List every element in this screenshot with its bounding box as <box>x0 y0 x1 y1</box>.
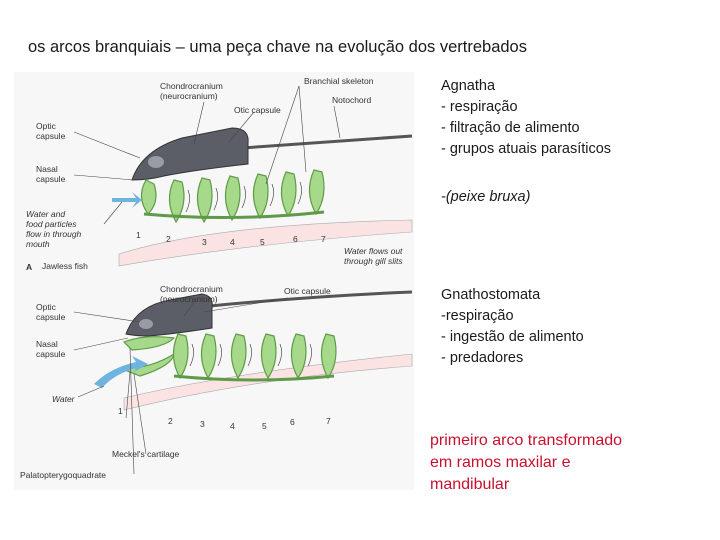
svg-text:mouth: mouth <box>26 239 50 249</box>
label-water-b: Water <box>52 394 75 404</box>
svg-text:7: 7 <box>321 234 326 244</box>
svg-text:5: 5 <box>260 237 265 247</box>
agnatha-heading: Agnatha <box>441 78 496 94</box>
label-chondrocranium-b-2: (neurocranium) <box>160 294 218 304</box>
svg-text:2: 2 <box>166 234 171 244</box>
label-nasal-b-1: Nasal <box>36 339 58 349</box>
label-nasal-b-2: capsule <box>36 349 66 359</box>
label-optic-a-2: capsule <box>36 131 66 141</box>
label-nasal-a-1: Nasal <box>36 164 58 174</box>
svg-text:4: 4 <box>230 237 235 247</box>
label-meckels-cartilage: Meckel's cartilage <box>112 449 180 459</box>
slide-title: os arcos branquiais – uma peça chave na evolução dos vertrebados <box>28 38 527 56</box>
label-optic-b-2: capsule <box>36 312 66 322</box>
svg-text:Water flows out: Water flows out <box>344 246 403 256</box>
label-otic-capsule-a: Otic capsule <box>234 105 281 115</box>
label-water-out-a <box>344 246 403 266</box>
label-chondrocranium-a-1: Chondrocranium <box>160 81 223 91</box>
label-otic-capsule-b: Otic capsule <box>284 286 331 296</box>
svg-text:Water and: Water and <box>26 209 66 219</box>
panel-caption-a: Jawless fish <box>42 261 88 271</box>
svg-text:4: 4 <box>230 421 235 431</box>
jaw-origin-note <box>430 430 622 496</box>
svg-text:1: 1 <box>136 230 141 240</box>
note-line: mandibular <box>430 476 510 493</box>
svg-text:7: 7 <box>326 416 331 426</box>
branchial-arches-figure <box>14 72 414 490</box>
label-optic-a-1: Optic <box>36 121 56 131</box>
label-optic-b-1: Optic <box>36 302 56 312</box>
label-palatopterygoquadrate: Palatopterygoquadrate <box>20 470 107 480</box>
gnathostomata-item: - predadores <box>441 350 524 366</box>
label-nasal-a-2: capsule <box>36 174 66 184</box>
agnatha-item: - grupos atuais parasíticos <box>441 141 612 157</box>
gnathostomata-item: - ingestão de alimento <box>441 329 584 345</box>
optic-capsule-b <box>139 319 153 329</box>
note-line: em ramos maxilar e <box>430 454 571 471</box>
agnatha-block <box>441 76 611 160</box>
svg-text:6: 6 <box>293 234 298 244</box>
label-chondrocranium-a-2: (neurocranium) <box>160 91 218 101</box>
svg-text:3: 3 <box>202 237 207 247</box>
label-chondrocranium-b-1: Chondrocranium <box>160 284 223 294</box>
gnathostomata-heading: Gnathostomata <box>441 287 541 303</box>
agnatha-example: -(peixe bruxa) <box>441 189 531 205</box>
svg-text:flow in through: flow in through <box>26 229 82 239</box>
svg-text:through gill slits: through gill slits <box>344 256 403 266</box>
label-notochord-a: Notochord <box>332 95 372 105</box>
svg-text:3: 3 <box>200 419 205 429</box>
svg-text:2: 2 <box>168 416 173 426</box>
label-branchial-skeleton-a: Branchial skeleton <box>304 76 374 86</box>
gnathostomata-block <box>441 285 584 369</box>
svg-text:1: 1 <box>118 406 123 416</box>
panel-letter-a: A <box>26 262 33 272</box>
svg-text:food particles: food particles <box>26 219 77 229</box>
optic-capsule-a <box>148 156 164 168</box>
note-line: primeiro arco transformado <box>430 432 623 449</box>
svg-text:6: 6 <box>290 417 295 427</box>
agnatha-item: - filtração de alimento <box>441 120 580 136</box>
agnatha-item: - respiração <box>441 99 518 115</box>
svg-text:5: 5 <box>262 421 267 431</box>
gnathostomata-item: -respiração <box>441 308 514 324</box>
